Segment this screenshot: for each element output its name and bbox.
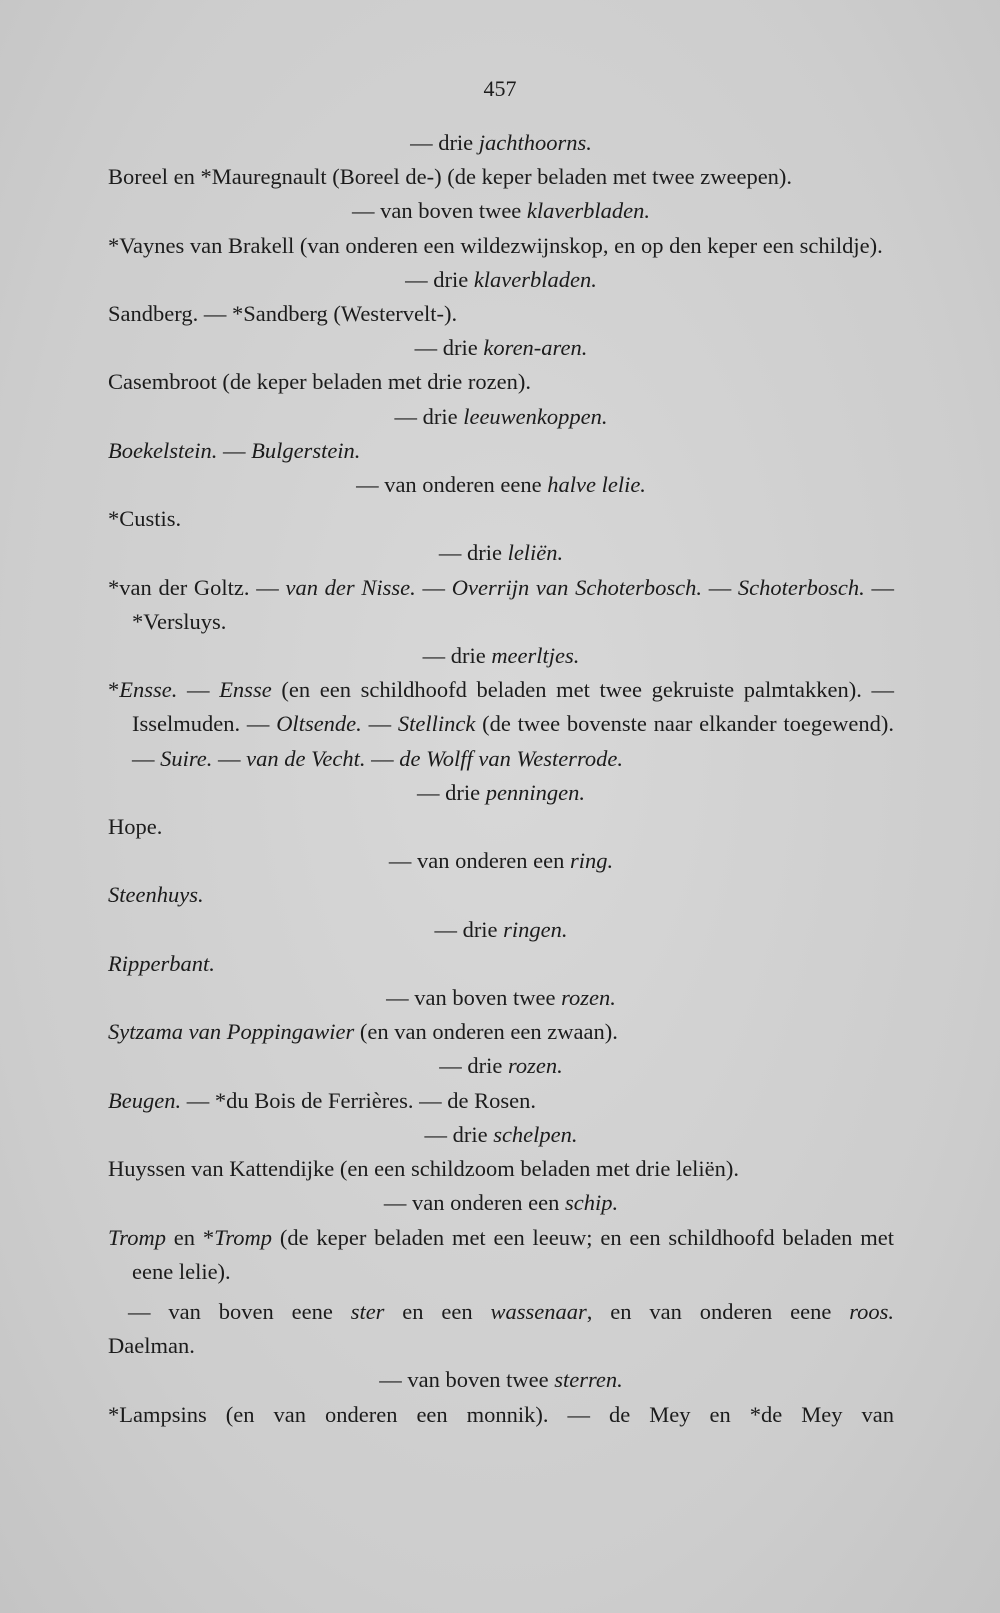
line-heading: — van onderen een schip. [383, 1190, 619, 1216]
entry: *Vaynes van Brakell (van onderen een wildezwijnskop, en op den keper een schildje). [108, 232, 883, 258]
entry: Daelman. [108, 1333, 195, 1359]
entry: *van der Goltz. — van der Nisse. — Overrijn van Schoterbosch. — Schoterbosch. — *Versluys. [108, 574, 894, 634]
entry: Huyssen van Kattendijke (en een schildzoom beladen met drie leliën). [108, 1156, 740, 1182]
entry: *Ensse. — Ensse (en een schildhoofd beladen met twee gekruiste palmtakken). — Isselmuden. — Oltsende. — Stellinck (de twee bovenste naar elkander toegewend). — Suire. — van de Vecht. — de Wolff van Westerrode. [108, 677, 894, 771]
line-heading: — van onderen eene halve lelie. [356, 472, 646, 498]
line-heading: — drie meerltjes. [422, 643, 580, 669]
entry: Sytzama van Poppingawier (en van onderen een zwaan). [108, 1019, 618, 1045]
entry: Boreel en *Mauregnault (Boreel de-) (de keper beladen met twee zweepen). [108, 164, 793, 190]
line-heading: — van boven twee sterren. [379, 1367, 623, 1393]
entry: *Custis. [108, 506, 182, 532]
entry: Ripperbant. [108, 950, 215, 976]
entry: Sandberg. — *Sandberg (Westervelt-). [108, 301, 458, 327]
line-heading: — drie schelpen. [424, 1121, 578, 1147]
line-heading: — drie leeuwenkoppen. [394, 403, 608, 429]
entry: Steenhuys. [108, 882, 204, 908]
entry: Beugen. — *du Bois de Ferrières. — de Rosen. [108, 1087, 537, 1113]
line-heading: — drie klaverbladen. [405, 266, 597, 292]
page-number: 457 [483, 76, 517, 101]
line-heading: — drie koren-aren. [414, 335, 588, 361]
line-heading: — van onderen een ring. [388, 848, 614, 874]
body-text [108, 126, 894, 1432]
line-heading: — van boven eene ster en een wassenaar, en van onderen eene roos. [128, 1298, 895, 1324]
entry: Boekelstein. — Bulgerstein. [108, 437, 361, 463]
entry: Hope. [108, 814, 163, 840]
line-heading: — drie leliën. [438, 540, 564, 566]
entry: *Lampsins (en van onderen een monnik). — de Mey en *de Mey van [108, 1401, 894, 1427]
line-heading: — van boven twee klaverbladen. [351, 198, 651, 224]
line-heading: — van boven twee rozen. [386, 985, 616, 1011]
line-heading: — drie rozen. [439, 1053, 563, 1079]
entry: Casembroot (de keper beladen met drie rozen). [108, 369, 531, 395]
line-heading: — drie ringen. [434, 916, 568, 942]
line-heading: — drie penningen. [416, 779, 586, 805]
line-heading: — drie jachthoorns. [410, 130, 592, 155]
entry: Tromp en *Tromp (de keper beladen met een leeuw; en een schildhoofd beladen met eene lelie). [108, 1224, 894, 1284]
